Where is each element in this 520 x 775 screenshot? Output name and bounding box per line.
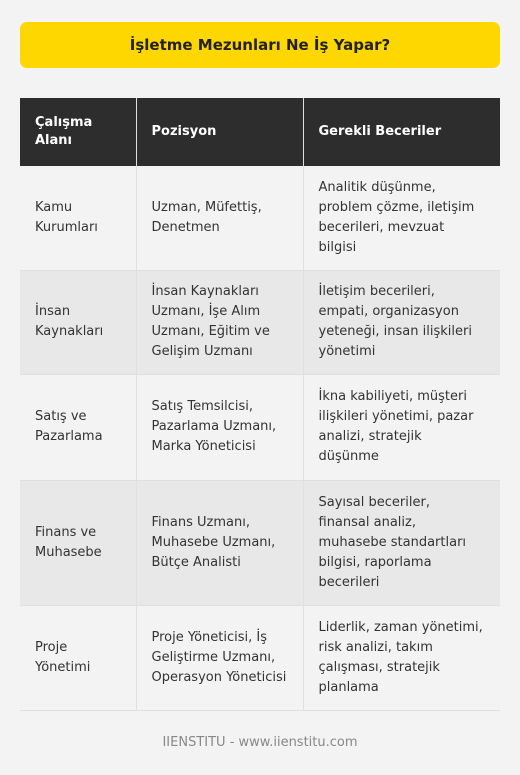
table-cell-skills: Sayısal beceriler, finansal analiz, muhasebe standartları bilgisi, raporlama becerileri	[303, 480, 500, 605]
title-banner	[20, 22, 500, 68]
table-row	[20, 374, 500, 480]
table-cell-position: Uzman, Müfettiş, Denetmen	[136, 166, 303, 270]
column-header-position: Pozisyon	[136, 98, 303, 166]
table-row	[20, 480, 500, 605]
table-cell-position: Proje Yöneticisi, İş Geliştirme Uzmanı, Operasyon Yöneticisi	[136, 605, 303, 710]
table-cell-area: Satış ve Pazarlama	[20, 374, 136, 480]
table-header-row	[20, 98, 500, 166]
table-cell-skills: İletişim becerileri, empati, organizasyon yeteneği, insan ilişkileri yönetimi	[303, 270, 500, 374]
column-header-area: Çalışma Alanı	[20, 98, 136, 166]
careers-table	[20, 98, 500, 711]
table-cell-area: Proje Yönetimi	[20, 605, 136, 710]
page-title: İşletme Mezunları Ne İş Yapar?	[129, 36, 391, 54]
table-cell-skills: İkna kabiliyeti, müşteri ilişkileri yönetimi, pazar analizi, stratejik düşünme	[303, 374, 500, 480]
table-cell-position: Finans Uzmanı, Muhasebe Uzmanı, Bütçe Analisti	[136, 480, 303, 605]
table-cell-skills: Analitik düşünme, problem çözme, iletişim becerileri, mevzuat bilgisi	[303, 166, 500, 270]
table-cell-area: Finans ve Muhasebe	[20, 480, 136, 605]
table-cell-skills: Liderlik, zaman yönetimi, risk analizi, takım çalışması, stratejik planlama	[303, 605, 500, 710]
table-cell-area: İnsan Kaynakları	[20, 270, 136, 374]
table-cell-position: İnsan Kaynakları Uzmanı, İşe Alım Uzmanı, Eğitim ve Gelişim Uzmanı	[136, 270, 303, 374]
table-row	[20, 270, 500, 374]
column-header-skills: Gerekli Beceriler	[303, 98, 500, 166]
table-row	[20, 166, 500, 270]
table-row	[20, 605, 500, 710]
table-cell-position: Satış Temsilcisi, Pazarlama Uzmanı, Marka Yöneticisi	[136, 374, 303, 480]
table-cell-area: Kamu Kurumları	[20, 166, 136, 270]
footer-credit: IIENSTITU - www.iienstitu.com	[162, 735, 358, 750]
